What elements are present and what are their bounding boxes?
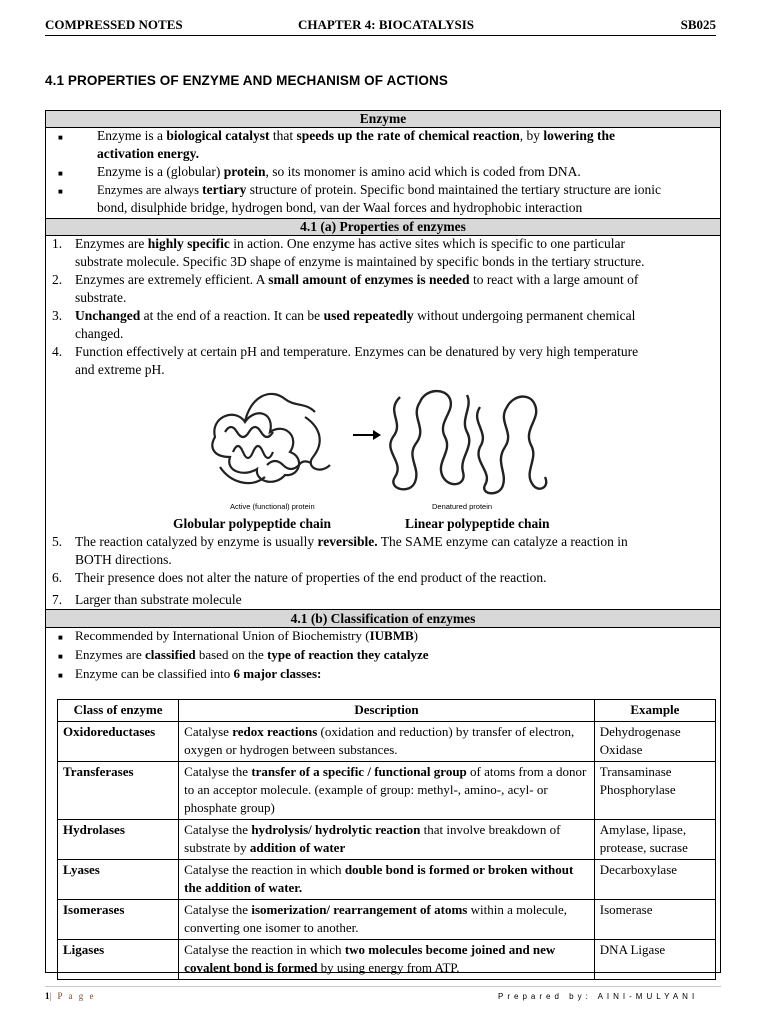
col-header-description: Description xyxy=(179,700,595,722)
bold-text: transfer of a specific / functional group xyxy=(251,764,467,779)
bold-text: hydrolysis/ hydrolytic reaction xyxy=(251,822,421,837)
property-4-line2: and extreme pH. xyxy=(75,362,165,377)
bold-text: redox reactions xyxy=(232,724,318,739)
text: Enzymes are xyxy=(75,236,148,251)
property-1 xyxy=(75,236,625,252)
text: that xyxy=(269,128,297,143)
class-description xyxy=(179,820,595,860)
bold-text: classified xyxy=(145,647,196,662)
class-example: Isomerase xyxy=(594,900,715,940)
text: Phosphorylase xyxy=(599,782,676,797)
text: Catalyse xyxy=(184,724,233,739)
enzyme-bullet-1 xyxy=(97,128,615,144)
figure-label-active: Active (functional) protein xyxy=(230,502,315,511)
table-row xyxy=(58,860,716,900)
class-description xyxy=(179,860,595,900)
text: structure of protein. Specific bond maintained the tertiary structure are ionic xyxy=(246,182,661,197)
property-6: Their presence does not alter the nature of properties of the end product of the reaction. xyxy=(75,570,547,585)
property-3 xyxy=(75,308,635,324)
class-name: Ligases xyxy=(58,940,179,980)
bold-text: speeds up the rate of chemical reaction xyxy=(296,128,520,143)
class-example xyxy=(594,722,715,762)
properties-heading: 4.1 (a) Properties of enzymes xyxy=(45,218,721,236)
text: Enzyme can be classified into xyxy=(75,666,234,681)
bold-text: addition of water xyxy=(249,840,346,855)
bold-text: type of reaction they catalyze xyxy=(267,647,429,662)
enzyme-bullet-3 xyxy=(97,182,661,198)
class-example xyxy=(594,762,715,820)
caption-linear: Linear polypeptide chain xyxy=(405,516,550,531)
text: Transaminase xyxy=(599,764,672,779)
text: Dehydrogenase xyxy=(599,724,681,739)
text: The SAME enzyme can catalyze a reaction in xyxy=(377,534,628,549)
class-bullet-3 xyxy=(75,666,321,682)
prop-4-number: 4. xyxy=(52,344,63,359)
table-row xyxy=(58,762,716,820)
text: without undergoing permanent chemical xyxy=(413,308,636,323)
bold-text: reversible. xyxy=(317,534,378,549)
text: Oxidase xyxy=(599,742,643,757)
page-word: | P a g e xyxy=(49,991,96,1001)
figure-label-denatured: Denatured protein xyxy=(432,502,493,511)
col-header-class: Class of enzyme xyxy=(58,700,179,722)
text: Catalyse the xyxy=(184,822,252,837)
bold-text: protein xyxy=(223,164,266,179)
text: at the end of a reaction. It can be xyxy=(140,308,324,323)
property-2 xyxy=(75,272,638,288)
page-num: 1 xyxy=(45,991,50,1001)
text: to react with a large amount of xyxy=(469,272,639,287)
text: The reaction catalyzed by enzyme is usually xyxy=(75,534,318,549)
text: of atoms from a donor to an acceptor molecule. (example of group: methyl-, amino-, acyl- or phosphate group) xyxy=(184,764,587,815)
footer-rule xyxy=(45,986,721,987)
prop-6-number: 6. xyxy=(52,570,63,585)
bullet-icon: ■ xyxy=(58,633,63,642)
class-description xyxy=(179,900,595,940)
text: Amylase, lipase, xyxy=(599,822,687,837)
property-7: Larger than substrate molecule xyxy=(75,592,242,607)
bullet-icon: ■ xyxy=(58,133,63,142)
active-protein-ribbon xyxy=(212,394,330,483)
arrow xyxy=(353,430,381,440)
bold-text: 6 major classes: xyxy=(233,666,322,681)
prop-7-number: 7. xyxy=(52,592,63,607)
text: ) xyxy=(413,628,419,643)
class-description xyxy=(179,940,595,980)
section-title: 4.1 PROPERTIES OF ENZYME AND MECHANISM OF ACTIONS xyxy=(45,73,448,88)
page-header xyxy=(45,17,716,36)
header-code: SB025 xyxy=(680,17,716,32)
enzyme-bullet-1-line2: activation energy. xyxy=(97,146,199,161)
bold-text: two molecules become joined and new covalent bond is formed xyxy=(184,942,556,975)
class-name: Isomerases xyxy=(58,900,179,940)
bold-text: Unchanged xyxy=(75,308,141,323)
text: that involve breakdown of substrate by xyxy=(184,822,561,855)
class-name: Lyases xyxy=(58,860,179,900)
class-name: Hydrolases xyxy=(58,820,179,860)
table-header-row xyxy=(58,700,716,722)
text: Catalyse the xyxy=(184,902,252,917)
class-description xyxy=(179,722,595,762)
table-row xyxy=(58,722,716,762)
text: (oxidation and reduction) by transfer of electron, oxygen or hydrogen between substances. xyxy=(184,724,575,757)
class-bullet-1 xyxy=(75,628,418,644)
bullet-icon: ■ xyxy=(58,187,63,196)
prop-1-number: 1. xyxy=(52,236,63,251)
text: Enzymes are extremely efficient. A xyxy=(75,272,269,287)
denatured-protein-ribbon xyxy=(390,391,546,493)
bold-text: isomerization/ rearrangement of atoms xyxy=(251,902,468,917)
class-example xyxy=(594,820,715,860)
property-3-line2: changed. xyxy=(75,326,124,341)
property-4: Function effectively at certain pH and temperature. Enzymes can be denatured by very high temperature xyxy=(75,344,639,359)
class-example: Decarboxylase xyxy=(594,860,715,900)
text: Catalyse the reaction in which xyxy=(184,942,345,957)
table-row xyxy=(58,820,716,860)
prop-2-number: 2. xyxy=(52,272,63,287)
classification-heading: 4.1 (b) Classification of enzymes xyxy=(45,609,721,628)
property-5-line2: BOTH directions. xyxy=(75,552,172,567)
bold-text: IUBMB xyxy=(369,628,414,643)
text: Enzyme is a xyxy=(97,128,167,143)
bold-text: highly specific xyxy=(147,236,230,251)
bullet-icon: ■ xyxy=(58,671,63,680)
text: Catalyse the xyxy=(184,764,252,779)
bold-text: double bond is formed or broken without the addition of water. xyxy=(184,862,574,895)
bold-text: lowering the xyxy=(543,128,615,143)
text: by using energy from ATP. xyxy=(317,960,460,975)
caption-globular: Globular polypeptide chain xyxy=(173,516,332,531)
text: based on the xyxy=(195,647,268,662)
text: in action. One enzyme has active sites which is specific to one particular xyxy=(229,236,625,251)
text: Enzyme is a (globular) xyxy=(97,164,224,179)
table-row xyxy=(58,940,716,980)
bullet-icon: ■ xyxy=(58,652,63,661)
bold-text: tertiary xyxy=(202,182,247,197)
table-row xyxy=(58,900,716,940)
text: Recommended by International Union of Biochemistry ( xyxy=(75,628,370,643)
bold-text: biological catalyst xyxy=(166,128,270,143)
class-description xyxy=(179,762,595,820)
text: Catalyse the reaction in which xyxy=(184,862,345,877)
prop-3-number: 3. xyxy=(52,308,63,323)
bold-text: used repeatedly xyxy=(323,308,414,323)
enzyme-bullet-2 xyxy=(97,164,581,180)
property-5 xyxy=(75,534,628,550)
text: Enzymes are always xyxy=(97,183,203,197)
text: protease, sucrase xyxy=(599,840,688,855)
enzyme-bullet-3-line2: bond, disulphide bridge, hydrogen bond, van der Waal forces and hydrophobic interaction xyxy=(97,200,583,215)
enzyme-heading: Enzyme xyxy=(45,110,721,128)
class-name: Transferases xyxy=(58,762,179,820)
text: , so its monomer is amino acid which is coded from DNA. xyxy=(265,164,581,179)
text: , by xyxy=(519,128,544,143)
bold-text: small amount of enzymes is needed xyxy=(268,272,470,287)
enzyme-class-table xyxy=(57,699,716,980)
bullet-icon: ■ xyxy=(58,169,63,178)
header-chapter: CHAPTER 4: BIOCATALYSIS xyxy=(298,17,475,32)
page-number xyxy=(45,991,95,1001)
property-2-line2: substrate. xyxy=(75,290,127,305)
class-name: Oxidoreductases xyxy=(58,722,179,762)
class-bullet-2 xyxy=(75,647,429,663)
text: Enzymes are xyxy=(75,647,146,662)
prepared-by: Prepared by: AINI-MULYANI xyxy=(498,992,699,1001)
prop-5-number: 5. xyxy=(52,534,63,549)
col-header-example: Example xyxy=(594,700,715,722)
class-example: DNA Ligase xyxy=(594,940,715,980)
header-left: COMPRESSED NOTES xyxy=(45,17,183,32)
property-1-line2: substrate molecule. Specific 3D shape of enzyme is maintained by specific bonds in the tertiary structure. xyxy=(75,254,645,269)
protein-denaturation-diagram xyxy=(205,377,550,513)
text: within a molecule, converting one isomer to another. xyxy=(184,902,567,935)
